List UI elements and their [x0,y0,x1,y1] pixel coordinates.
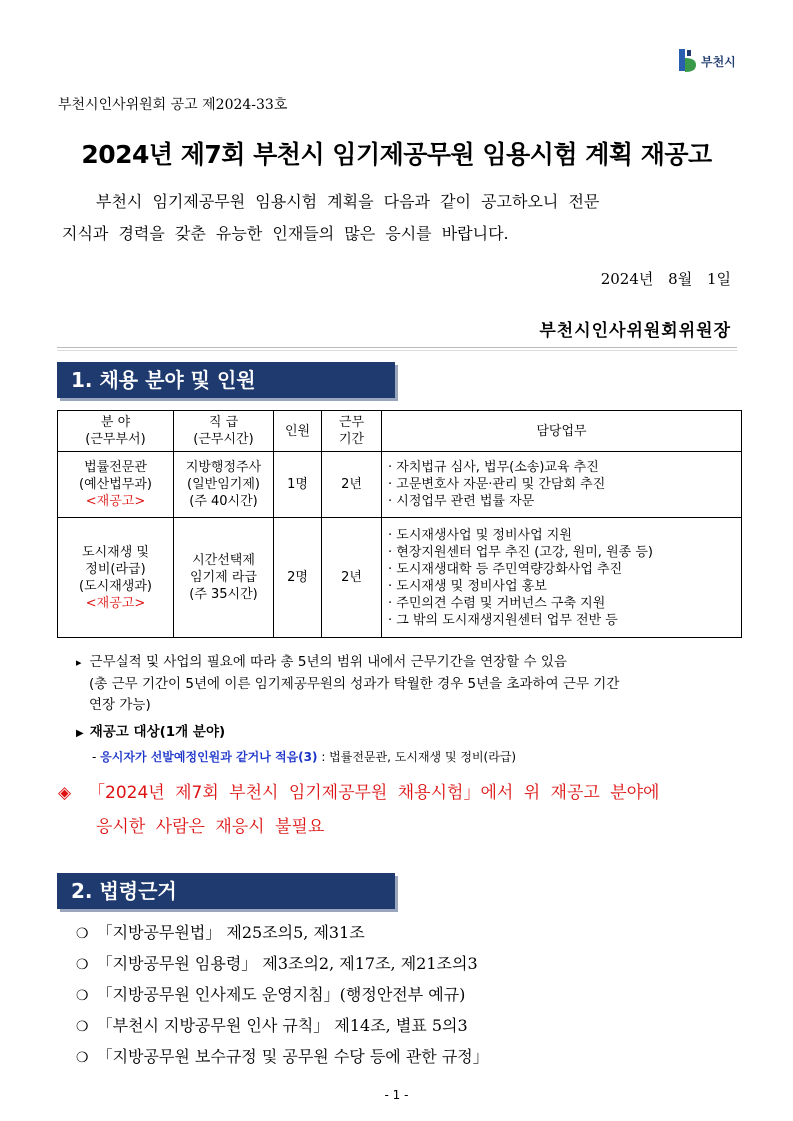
header-period: 근무 기간 [322,411,382,452]
reannouncement-target: ▶ 재공고 대상(1개 분야) [76,720,225,740]
duty-item: · 도시재생사업 및 정비사업 지원 [388,527,741,544]
extension-note-detail: (총 근무 기간이 5년에 이른 임기제공무원의 성과가 탁월한 경우 5년을 초과하여 근무 기간 연장 가능) [89,676,620,713]
bucheon-logo-icon [678,48,698,74]
extension-note: ▸ 근무실적 및 사업의 필요에 따라 총 5년의 범위 내에서 근무기간을 연장할 수 있음 [76,652,740,673]
duty-item: · 주민의견 수렴 및 거버넌스 구축 지원 [388,595,741,612]
divider [57,347,737,348]
duty-item: · 도시재생대학 등 주민역량강화사업 추진 [388,561,741,578]
header-count: 인원 [274,411,322,452]
reannouncement-detail: - 응시자가 선발예정인원과 같거나 적음(3) : 법률전문관, 도시재생 및 정비(라급) [92,750,517,764]
duty-item: · 고문변호사 자문·관리 및 간담회 추진 [388,476,741,493]
cell-grade: 지방행정주사 (일반임기제) (주 40시간) [174,452,274,518]
recruitment-table [57,410,742,638]
reannouncement-reason: 응시자가 선발예정인원과 같거나 적음(3) [100,750,318,764]
list-item: ❍ 「지방공무원 인사제도 운영지침」(행정안전부 예규) [76,980,489,1011]
signer: 부천시인사위원회위원장 [539,321,731,341]
reannouncement-tag: <재공고> [85,494,146,509]
law-list [76,918,489,1073]
cell-grade: 시간선택제 임기제 라급 (주 35시간) [174,518,274,638]
city-logo [678,48,736,74]
header-grade: 직 급 (근무시간) [174,411,274,452]
list-item: ❍ 「지방공무원법」 제25조의5, 제31조 [76,918,489,949]
section-header-recruitment: 1. 채용 분야 및 인원 [57,362,395,398]
diamond-icon: ◈ [58,783,72,803]
list-item: ❍ 「지방공무원 임용령」 제3조의2, 제17조, 제21조의3 [76,949,489,980]
header-duties: 담당업무 [382,411,742,452]
list-item: ❍ 「부천시 지방공무원 인사 규칙」 제14조, 별표 5의3 [76,1011,489,1042]
intro-line-1: 부천시 임기제공무원 임용시험 계획을 다음과 같이 공고하오니 전문 [96,192,600,211]
section-header-legal-basis: 2. 법령근거 [57,873,395,909]
logo-text: 부천시 [701,54,736,69]
warning-notice: ◈ 「2024년 제7회 부천시 임기제공무원 채용시험」에서 위 재공고 분야에 응시한 사람은 재응시 불필요 [58,776,738,844]
announcement-number: 부천시인사위원회 공고 제2024-33호 [58,97,288,113]
intro-line-2: 지식과 경력을 갖춘 유능한 인재들의 많은 응시를 바랍니다. [62,224,509,243]
duty-item: · 자치법규 심사, 법무(소송)교육 추진 [388,459,741,476]
table-header-row [58,411,742,452]
duty-item: · 그 밖의 도시재생지원센터 업무 전반 등 [388,612,741,629]
divider [57,350,737,351]
table-row [58,452,742,518]
cell-duties [382,518,742,638]
header-field: 분 야 (근무부서) [58,411,174,452]
cell-duties [382,452,742,518]
cell-period: 2년 [322,518,382,638]
announcement-date: 2024년 8월 1일 [600,270,731,288]
cell-count: 2명 [274,518,322,638]
list-item: ❍ 「지방공무원 보수규정 및 공무원 수당 등에 관한 규정」 [76,1042,489,1073]
page-number: - 1 - [384,1088,409,1102]
cell-field: 법률전문관 (예산법무과) <재공고> [58,452,174,518]
cell-count: 1명 [274,452,322,518]
page-title: 2024년 제7회 부천시 임기제공무원 임용시험 계획 재공고 [81,140,712,169]
cell-field: 도시재생 및 정비(라급) (도시재생과) <재공고> [58,518,174,638]
duty-item: · 시정업무 관련 법률 자문 [388,493,741,510]
table-row [58,518,742,638]
intro-paragraph [62,186,734,250]
duty-item: · 현장지원센터 업무 추진 (고강, 원미, 원종 등) [388,544,741,561]
cell-period: 2년 [322,452,382,518]
reannouncement-tag: <재공고> [85,595,146,611]
duty-item: · 도시재생 및 정비사업 홍보 [388,578,741,595]
